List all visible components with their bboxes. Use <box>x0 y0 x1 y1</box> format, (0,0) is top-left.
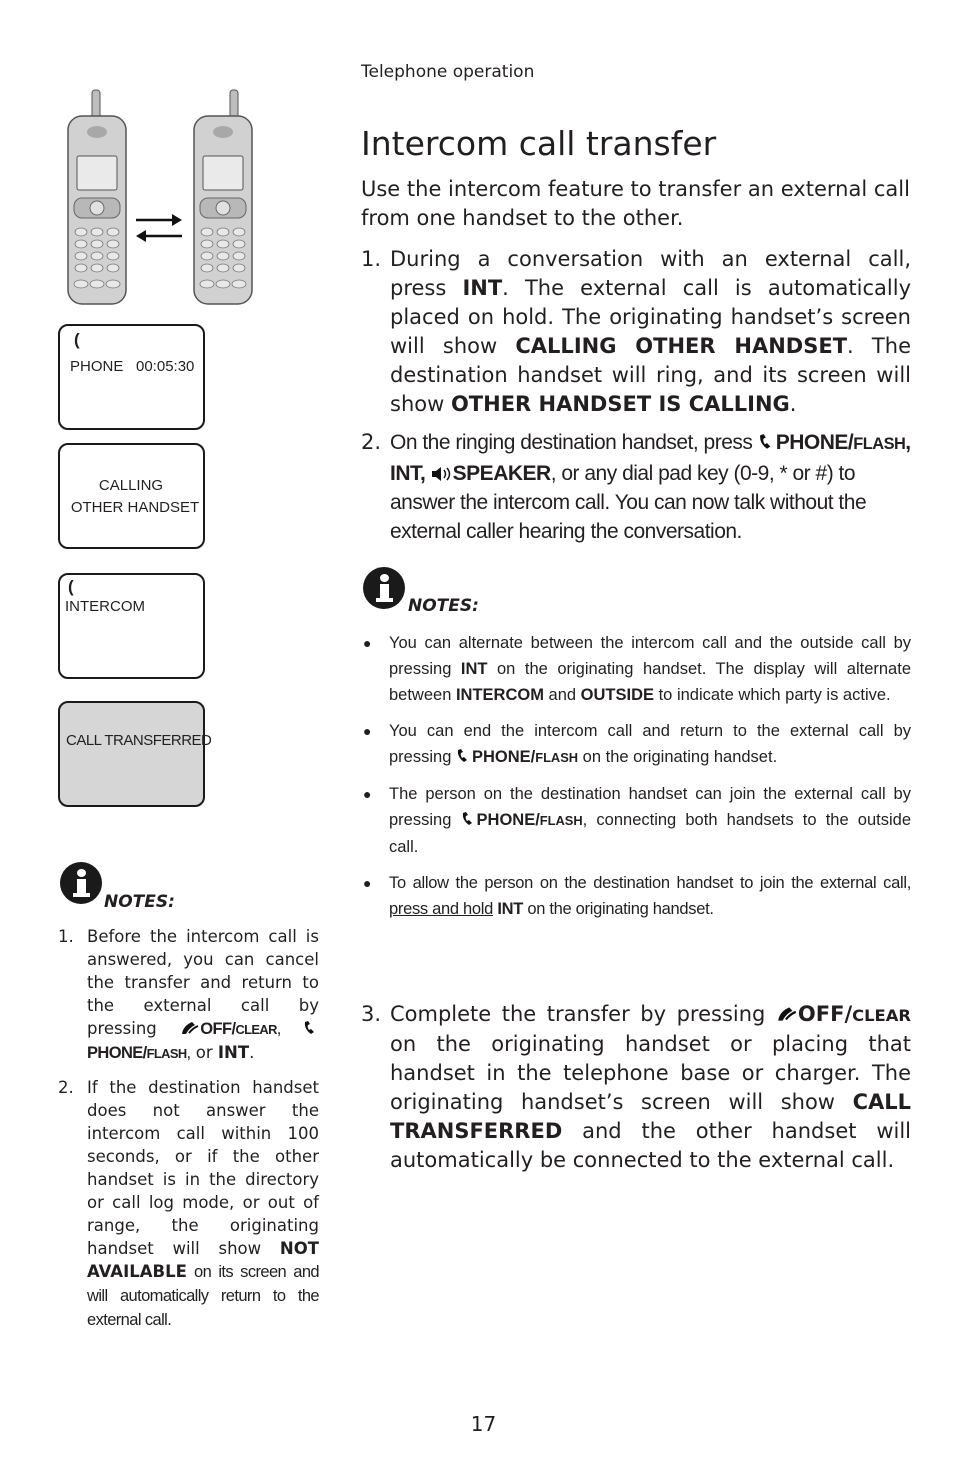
page-title: Intercom call transfer <box>361 124 717 163</box>
off-icon <box>776 1005 798 1023</box>
notes-list <box>363 630 911 932</box>
notes-heading-left: NOTES: <box>104 892 175 912</box>
screen-intercom-label: INTERCOM <box>65 598 145 615</box>
off-icon <box>180 1020 200 1036</box>
note-item-2: ● You can end the intercom call and return to the external call by pressing PHONE/FLASH on the originating handset. <box>363 722 911 766</box>
left-notes-list <box>58 925 319 1343</box>
left-note-2: 2. If the destination handset does not answer the intercom call within 100 seconds, or if the other handset is in the directory or call log mode, or out of range, the originating handset will show NOT AVAILABLE on its screen and will automatically return to the external call. <box>58 1078 319 1329</box>
screen-call-transferred <box>58 701 212 807</box>
screen-calling-line1: CALLING <box>98 477 164 494</box>
step-1: 1. During a conversation with an external call, press INT. The external call is automatically placed on hold. The originating handset’s screen will show CALLING OTHER HANDSET. The destination handset will ring, and its screen will show OTHER HANDSET IS CALLING. <box>361 247 912 416</box>
call-indicator-icon: ( <box>74 330 80 349</box>
phone-icon <box>303 1020 319 1036</box>
screen-transferred-label: CALL TRANSFERRED <box>66 732 212 749</box>
screen-phone-timer: 00:05:30 <box>136 358 195 375</box>
phone-icon <box>461 811 477 827</box>
note-item-1: ● You can alternate between the intercom call and the outside call by pressing INT on the originating handset. The display will alternate between INTERCOM and OUTSIDE to indicate which party is active. <box>363 634 911 704</box>
speaker-icon <box>431 466 453 482</box>
transfer-arrows-icon <box>134 210 184 244</box>
screen-phone-label: PHONE <box>70 358 124 375</box>
screen-intercom <box>58 573 205 679</box>
call-indicator-icon: ( <box>68 577 74 596</box>
info-icon <box>60 862 102 904</box>
info-icon <box>363 567 405 609</box>
section-label: Telephone operation <box>361 62 535 82</box>
page-number: 17 <box>470 1412 497 1436</box>
screen-calling-line2: OTHER HANDSET <box>70 499 200 516</box>
intro-paragraph: Use the intercom feature to transfer an external call from one handset to the other. <box>361 177 910 230</box>
step-2: 2. On the ringing destination handset, press PHONE/FLASH, INT, SPEAKER, or any dial pad key (0-9, * or #) to answer the intercom call. You can now talk without the external caller hearing the conversation. <box>361 430 911 543</box>
handset-illustration-right <box>190 88 256 308</box>
note-item-3: ● The person on the destination handset can join the external call by pressing PHONE/FLASH, connecting both handsets to the outside call. <box>363 785 911 856</box>
screen-calling-other-handset <box>58 443 205 549</box>
step-3: 3. Complete the transfer by pressing OFF/CLEAR on the originating handset or placing that handset in the telephone base or charger. The originating handset’s screen will show CALL TRANSFERRED and the other handset will automatically be connected to the external call. <box>361 1002 911 1172</box>
handset-illustration-left <box>64 88 130 308</box>
phone-icon <box>758 433 776 451</box>
notes-heading-right: NOTES: <box>408 596 479 616</box>
left-note-1: 1. Before the intercom call is answered, you can cancel the transfer and return to the external call by pressing OFF/CLEAR, PHONE/FLASH, or INT. <box>58 927 319 1062</box>
screen-phone <box>58 324 205 430</box>
phone-icon <box>456 748 472 764</box>
note-item-4: ● To allow the person on the destination handset to join the external call, press and hold INT on the originating handset. <box>363 874 911 918</box>
